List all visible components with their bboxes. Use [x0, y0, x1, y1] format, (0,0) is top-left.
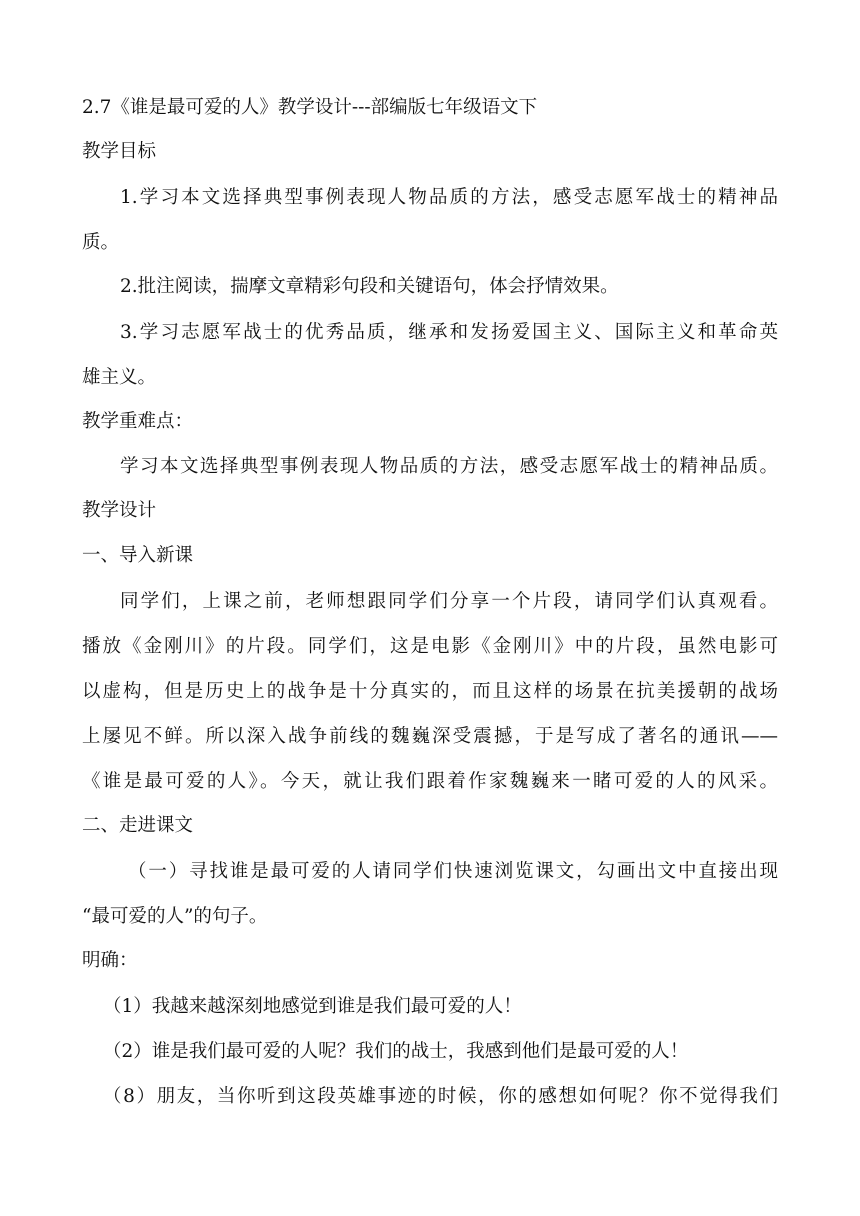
- intro-line-4: 上屡见不鲜。所以深入战争前线的魏巍深受震撼，于是写成了著名的通讯——: [82, 726, 778, 747]
- heading-objectives: 教学目标: [82, 141, 157, 162]
- intro-line-3: 以虚构，但是历史上的战争是十分真实的，而且这样的场景在抗美援朝的战场: [82, 681, 778, 702]
- objective-1-line-1: 1.学习本文选择典型事例表现人物品质的方法，感受志愿军战士的精神品: [120, 187, 778, 208]
- key-points-text: 学习本文选择典型事例表现人物品质的方法，感受志愿军战士的精神品质。: [120, 456, 778, 477]
- clarify-label: 明确：: [82, 950, 138, 971]
- intro-line-1: 同学们，上课之前，老师想跟同学们分享一个片段，请同学们认真观看。: [120, 591, 778, 612]
- heading-design: 教学设计: [82, 500, 157, 521]
- task-1-line-2: “最可爱的人”的句子。: [82, 906, 268, 927]
- part-1-heading: 一、导入新课: [82, 545, 194, 566]
- part-2-heading: 二、走进课文: [82, 815, 194, 836]
- objective-2: 2.批注阅读，揣摩文章精彩句段和关键语句，体会抒情效果。: [120, 276, 619, 297]
- answer-2: （2）谁是我们最可爱的人呢？我们的战士，我感到他们是最可爱的人！: [103, 1041, 689, 1062]
- answer-3: （8）朋友，当你听到这段英雄事迹的时候，你的感想如何呢？你不觉得我们: [103, 1086, 778, 1107]
- intro-line-2: 播放《金刚川》的片段。同学们，这是电影《金刚川》中的片段，虽然电影可: [82, 636, 778, 657]
- document-title: 2.7《谁是最可爱的人》教学设计---部编版七年级语文下: [82, 97, 538, 118]
- objective-3-line-2: 雄主义。: [82, 367, 157, 388]
- heading-key-points: 教学重难点：: [82, 411, 194, 432]
- answer-1: （1）我越来越深刻地感觉到谁是我们最可爱的人！: [103, 996, 522, 1017]
- objective-1-line-2: 质。: [82, 232, 120, 253]
- task-1-line-1: （一）寻找谁是最可爱的人请同学们快速浏览课文，勾画出文中直接出现: [128, 861, 778, 882]
- intro-line-5: 《谁是最可爱的人》。今天，就让我们跟着作家魏巍来一睹可爱的人的风采。: [82, 771, 778, 792]
- objective-3-line-1: 3.学习志愿军战士的优秀品质，继承和发扬爱国主义、国际主义和革命英: [120, 322, 778, 343]
